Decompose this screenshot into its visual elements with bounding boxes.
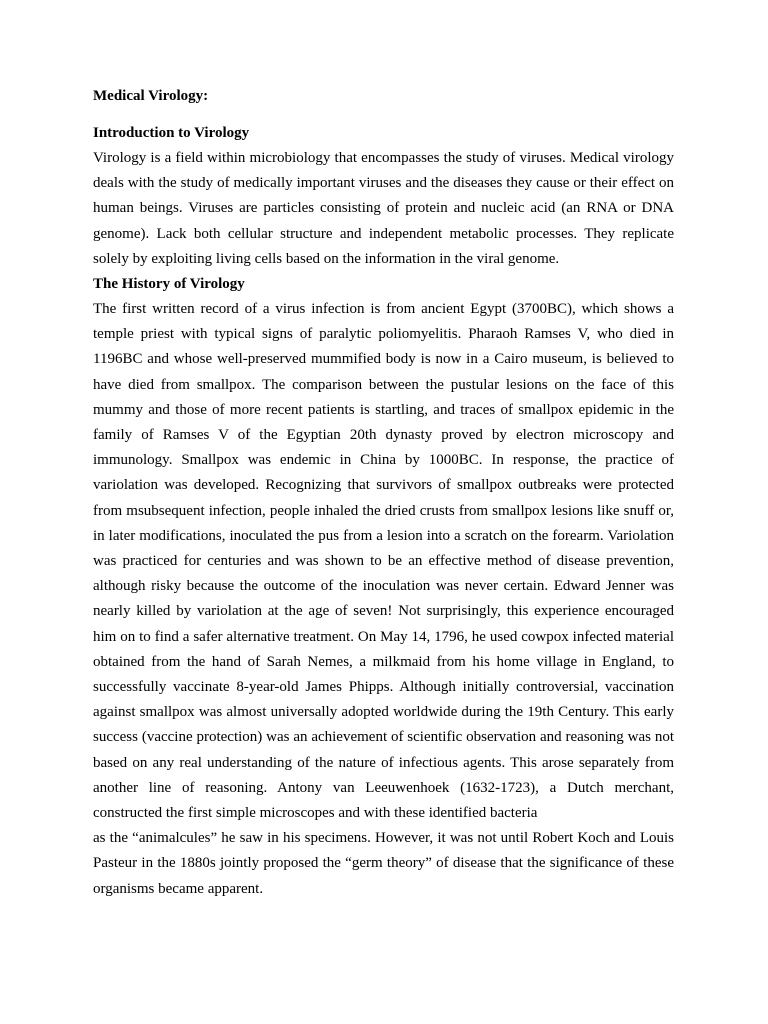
section-heading-history: The History of Virology: [93, 276, 245, 293]
document-page: [93, 84, 674, 902]
section-history: [93, 272, 674, 902]
paragraph-history-2: as the “animalcules” he saw in his specimens. However, it was not until Robert Koch and Louis Pasteur in the 1880s jointly proposed the “germ theory” of disease that the significance of these organisms became apparent.: [93, 830, 674, 897]
section-introduction: [93, 121, 674, 272]
paragraph-introduction: Virology is a field within microbiology that encompasses the study of viruses. Medical virology deals with the study of medically important viruses and the diseases they cause or their effect on human beings. Viruses are particles consisting of protein and nucleic acid (an RNA or DNA genome). Lack both cellular structure and independent metabolic processes. They replicate solely by exploiting living cells based on the information in the viral genome.: [93, 150, 674, 267]
paragraph-history-1: The first written record of a virus infection is from ancient Egypt (3700BC), which shows a temple priest with typical signs of paralytic poliomyelitis. Pharaoh Ramses V, who died in 1196BC and whose well-preserved mummified body is now in a Cairo museum, is believed to have died from smallpox. The comparison between the pustular lesions on the face of this mummy and those of more recent patients is startling, and traces of smallpox epidemic in the family of Ramses V of the Egyptian 20th dynasty proved by electron microscopy and immunology. Smallpox was endemic in China by 1000BC. In response, the practice of variolation was developed. Recognizing that survivors of smallpox outbreaks were protected from msubsequent infection, people inhaled the dried crusts from smallpox lesions like snuff or, in later modifications, inoculated the pus from a lesion into a scratch on the forearm. Variolation was practiced for centuries and was shown to be an effective method of disease prevention, although risky because the outcome of the inoculation was never certain. Edward Jenner was nearly killed by variolation at the age of seven! Not surprisingly, this experience encouraged him on to find a safer alternative treatment. On May 14, 1796, he used cowpox infected material obtained from the hand of Sarah Nemes, a milkmaid from his home village in England, to successfully vaccinate 8-year-old James Phipps. Although initially controversial, vaccination against smallpox was almost universally adopted worldwide during the 19th Century. This early success (vaccine protection) was an achievement of scientific observation and reasoning was not based on any real understanding of the nature of infectious agents. This arose separately from another line of reasoning. Antony van Leeuwenhoek (1632-1723), a Dutch merchant, constructed the first simple microscopes and with these identified bacteria: [93, 301, 674, 822]
document-title: Medical Virology:: [93, 88, 209, 104]
section-heading-introduction: Introduction to Virology: [93, 125, 250, 141]
